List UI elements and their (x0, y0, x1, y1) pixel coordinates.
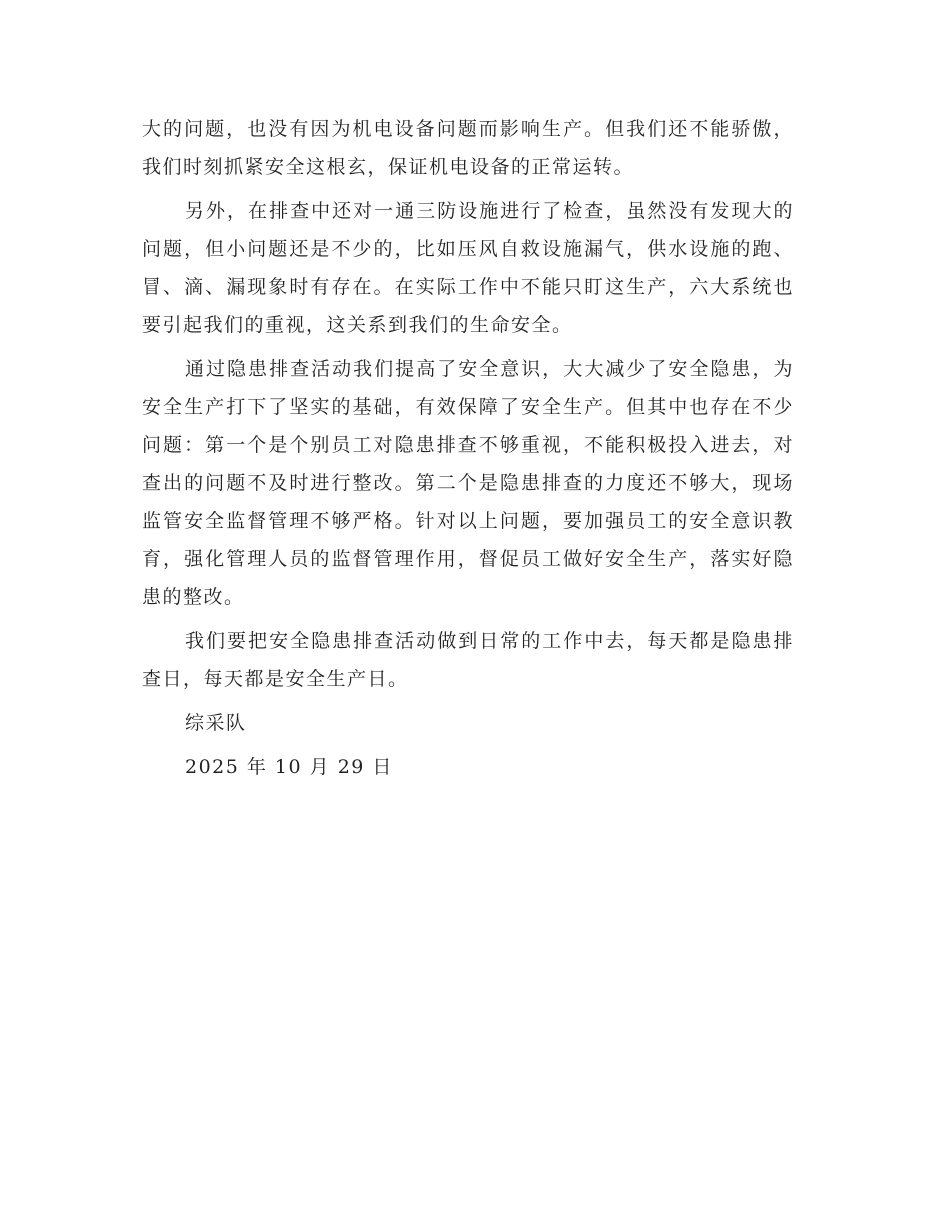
paragraph-conclusion: 我们要把安全隐患排查活动做到日常的工作中去，每天都是隐患排查日，每天都是安全生产日。 (142, 630, 794, 690)
paragraph-continuation: 大的问题，也没有因为机电设备问题而影响生产。但我们还不能骄傲，我们时刻抓紧安全这根玄，保证机电设备的正常运转。 (142, 118, 794, 178)
signature: 综采队 (185, 712, 247, 734)
date: 2025 年 10 月 29 日 (185, 756, 393, 778)
paragraph-summary: 通过隐患排查活动我们提高了安全意识，大大减少了安全隐患，为安全生产打下了坚实的基础，有效保障了安全生产。但其中也存在不少问题：第一个是个别员工对隐患排查不够重视，不能积极投入进去，对查出的问题不及时进行整改。第二个是隐患排查的力度还不够大，现场监管安全监督管理不够严格。针对以上问题，要加强员工的安全意识教育，强化管理人员的监督管理作用，督促员工做好安全生产，落实好隐患的整改。 (142, 358, 794, 608)
paragraph-ventilation-check: 另外，在排查中还对一通三防设施进行了检查，虽然没有发现大的问题，但小问题还是不少的，比如压风自救设施漏气，供水设施的跑、冒、滴、漏现象时有存在。在实际工作中不能只盯这生产，六大系统也要引起我们的重视，这关系到我们的生命安全。 (142, 200, 794, 336)
document-body (142, 110, 794, 792)
